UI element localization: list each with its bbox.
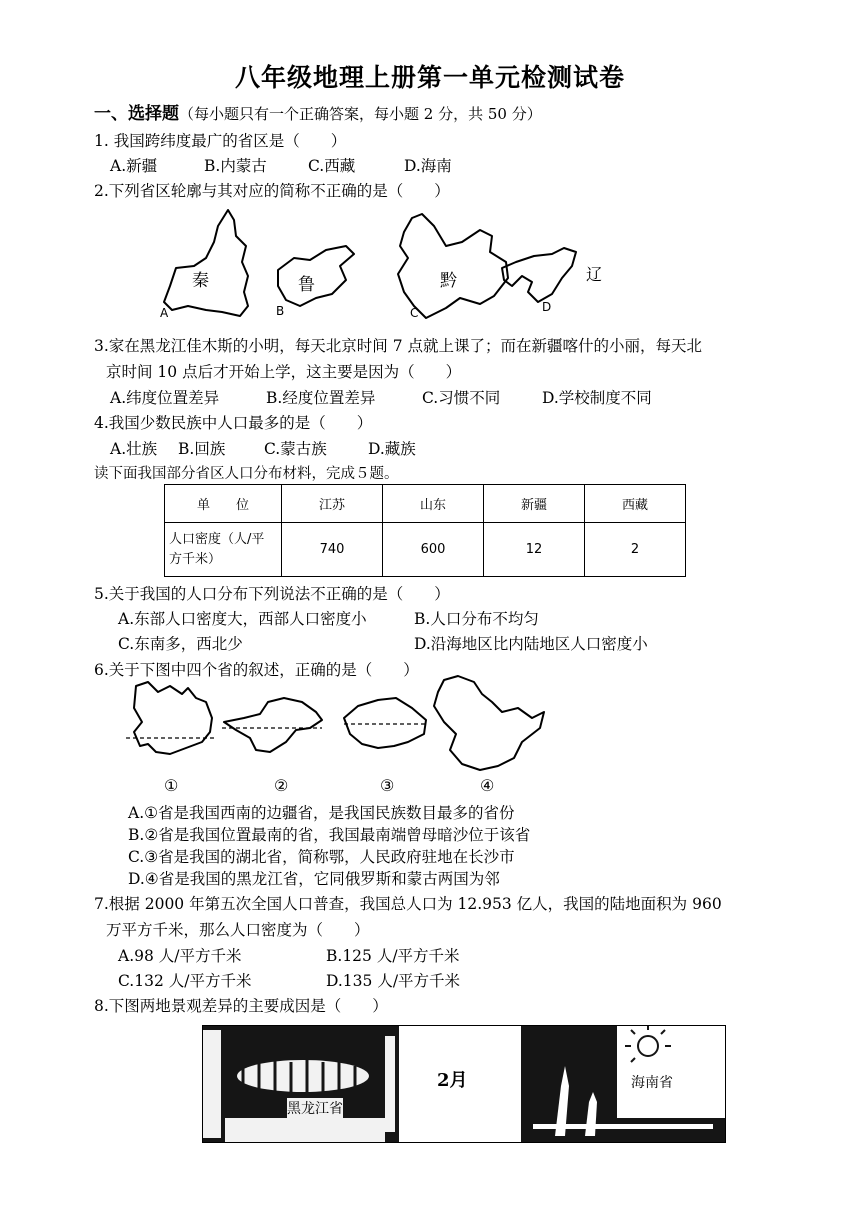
q6-stem: 6.关于下图中四个省的叙述，正确的是（ ） [94, 661, 419, 679]
q3-stem-line2: 京时间 10 点后才开始上学，这主要是因为（ ） [106, 363, 462, 381]
q6-option-c: C.③省是我国的湖北省，简称鄂，人民政府驻地在长沙市 [128, 848, 515, 866]
map-b-outline [278, 246, 354, 306]
q2-stem: 2.下列省区轮廓与其对应的简称不正确的是（ ） [94, 182, 450, 200]
q5-option-a: A.东部人口密度大，西部人口密度小 [118, 610, 367, 628]
table-header-cell: 单 位 [165, 485, 282, 523]
page-title: 八年级地理上册第一单元检测试卷 [234, 63, 625, 92]
province-4-outline [434, 676, 544, 770]
q1-stem: 1. 我国跨纬度最广的省区是（ ） [94, 132, 347, 150]
province-2-outline [224, 698, 322, 752]
table-cell: 12 [484, 523, 585, 577]
q4-option-c: C.蒙古族 [264, 440, 327, 458]
q5-option-c: C.东南多，西北少 [118, 635, 243, 653]
photo-right-label: 海南省 [631, 1072, 673, 1092]
map-c-abbr: 黔 [440, 271, 457, 291]
map-a-letter: A [160, 306, 169, 320]
q4-stem: 4.我国少数民族中人口最多的是（ ） [94, 414, 373, 432]
q6-option-b: B.②省是我国位置最南的省，我国最南端曾母暗沙位于该省 [128, 826, 531, 844]
section-name: 一、选择题 [94, 104, 179, 124]
q7-stem-line2: 万平方千米，那么人口密度为（ ） [106, 921, 370, 939]
q1-option-c: C.西藏 [308, 157, 356, 175]
q4-option-a: A.壮族 [110, 440, 158, 458]
table-row [165, 523, 686, 577]
q7-option-b: B.125 人/平方千米 [326, 947, 460, 965]
q3-option-c: C.习惯不同 [422, 389, 501, 407]
q7-option-d: D.135 人/平方千米 [326, 972, 461, 990]
q7-option-c: C.132 人/平方千米 [118, 972, 252, 990]
q8-stem: 8.下图两地景观差异的主要成因是（ ） [94, 997, 388, 1015]
q6-province-maps [126, 672, 556, 778]
map-c-letter: C [410, 306, 419, 320]
province-3-outline [344, 698, 426, 748]
q1-option-d: D.海南 [404, 157, 452, 175]
section-header [94, 99, 542, 124]
province-1-outline [134, 682, 212, 754]
four-provinces-outline [126, 672, 556, 778]
q6-option-a: A.①省是我国西南的边疆省，是我国民族数目最多的省份 [128, 804, 515, 822]
section-note: （每小题只有一个正确答案，每小题 2 分，共 50 分） [179, 105, 542, 123]
q3-option-b: B.经度位置差异 [266, 389, 376, 407]
map-a-abbr: 秦 [192, 271, 209, 291]
photo-left-label: 黑龙江省 [287, 1098, 343, 1118]
q4-option-b: B.回族 [178, 440, 226, 458]
map-b-letter: B [276, 304, 285, 318]
province-label-3: ③ [380, 776, 395, 795]
q1-option-a: A.新疆 [110, 157, 158, 175]
q5-stem: 5.关于我国的人口分布下列说法不正确的是（ ） [94, 585, 450, 603]
province-label-4: ④ [480, 776, 495, 795]
table-header-cell: 江苏 [282, 485, 383, 523]
row-label: 人口密度（人/平方千米） [165, 523, 282, 577]
table-header-cell: 山东 [383, 485, 484, 523]
table-header-cell: 新疆 [484, 485, 585, 523]
q5-option-d: D.沿海地区比内陆地区人口密度小 [414, 635, 648, 653]
map-a-outline [164, 210, 248, 316]
photo-center-label: 2月 [437, 1070, 468, 1091]
q2-province-maps [160, 206, 603, 326]
map-b-abbr: 鲁 [298, 275, 315, 295]
map-d-outline [502, 248, 576, 302]
map-d-letter: D [542, 300, 552, 314]
q3-option-d: D.学校制度不同 [542, 389, 652, 407]
q3-stem-line1: 3.家在黑龙江佳木斯的小明，每天北京时间 7 点就上课了；而在新疆喀什的小丽，每天北 [94, 337, 703, 355]
q5-option-b: B.人口分布不均匀 [414, 610, 539, 628]
q6-option-d: D.④省是我国的黑龙江省，它同俄罗斯和蒙古两国为邻 [128, 870, 500, 888]
province-outline-maps [160, 206, 580, 326]
table-cell: 2 [585, 523, 686, 577]
province-label-1: ① [164, 776, 179, 795]
q4-option-d: D.藏族 [368, 440, 416, 458]
table-cell: 600 [383, 523, 484, 577]
table-header-cell: 西藏 [585, 485, 686, 523]
population-table [164, 484, 686, 577]
q8-landscape-photos [202, 1025, 726, 1143]
province-label-2: ② [274, 776, 289, 795]
q7-stem-line1: 7.根据 2000 年第五次全国人口普查，我国总人口为 12.953 亿人，我国的陆地面积为 960 [94, 895, 722, 913]
q7-option-a: A.98 人/平方千米 [118, 947, 242, 965]
table-cell: 740 [282, 523, 383, 577]
q1-option-b: B.内蒙古 [204, 157, 267, 175]
table-header-row [165, 485, 686, 523]
map-d-abbr: 辽 [586, 265, 603, 284]
q3-option-a: A.纬度位置差异 [110, 389, 220, 407]
q5-intro: 读下面我国部分省区人口分布材料，完成５题。 [94, 466, 399, 482]
